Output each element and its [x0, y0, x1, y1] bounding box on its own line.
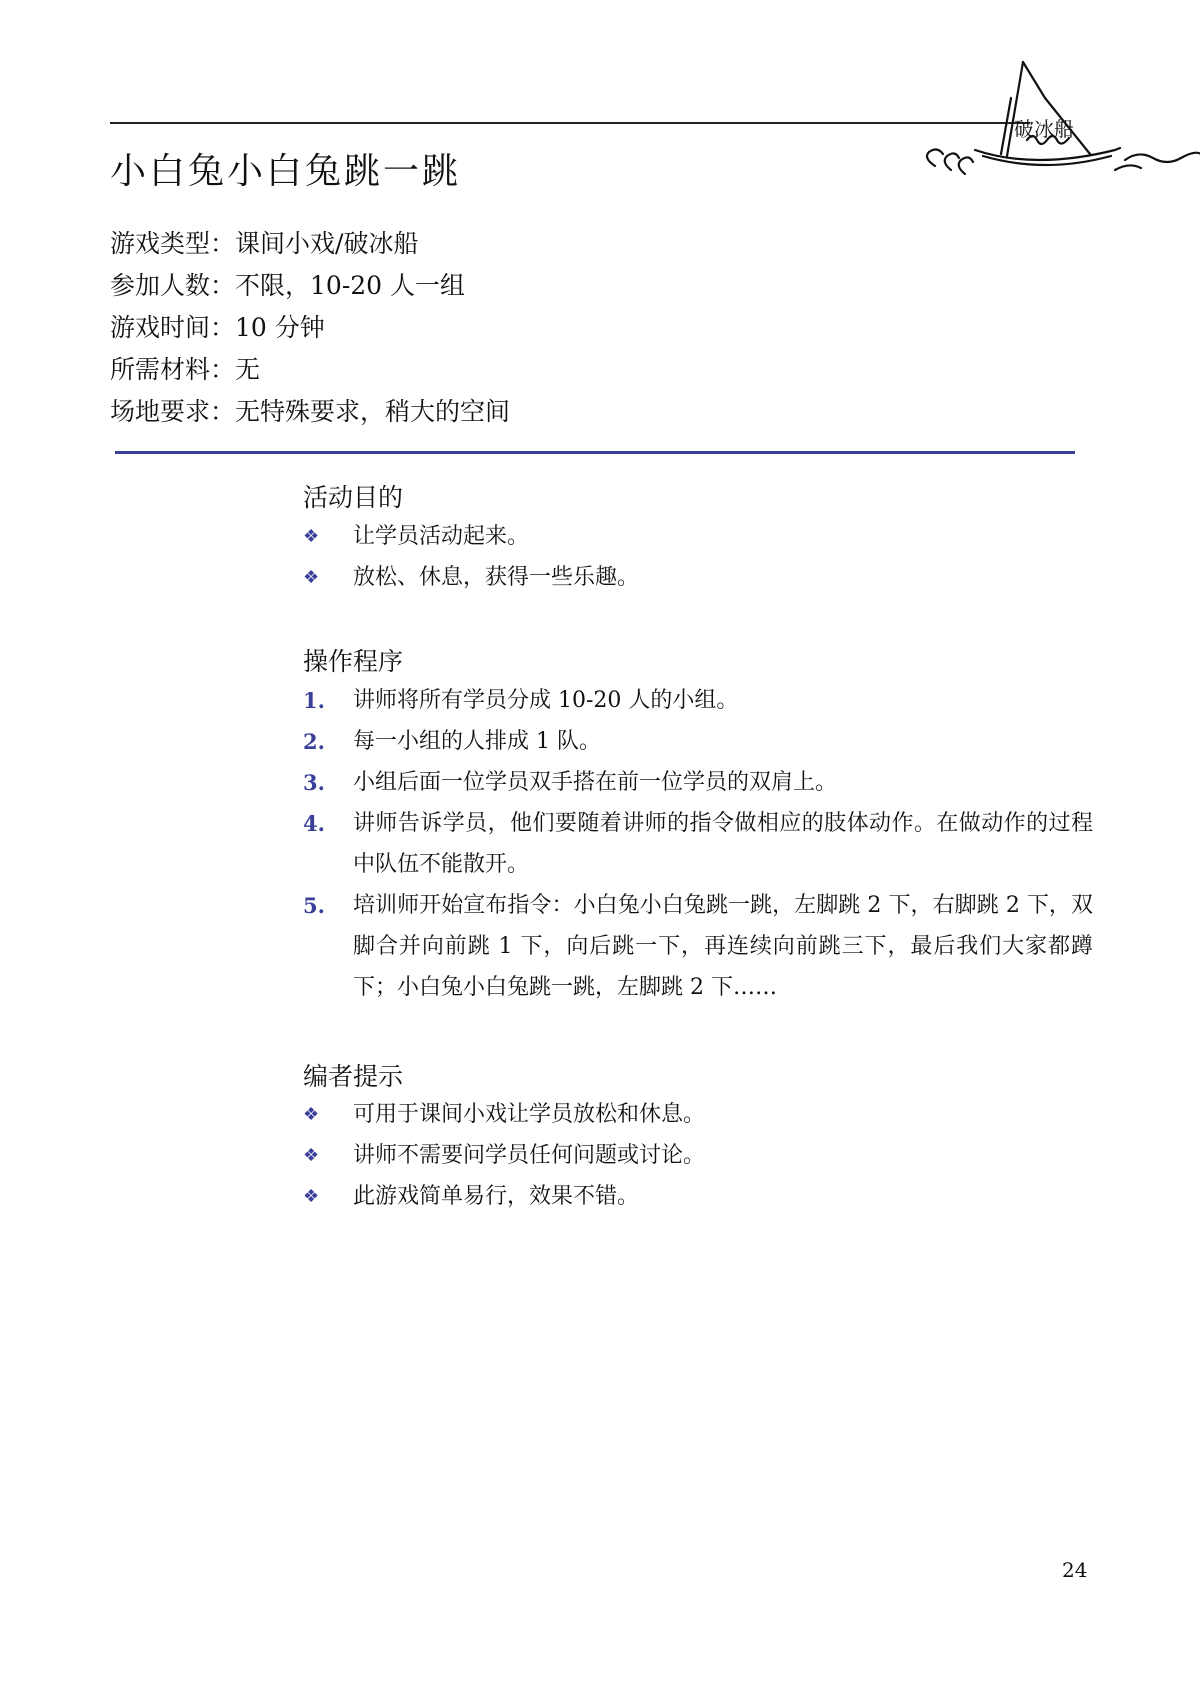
list-item-text: 小组后面一位学员双手搭在前一位学员的双肩上。	[353, 770, 838, 795]
list-item-text: 让学员活动起来。	[353, 524, 530, 549]
list-item	[303, 1135, 1093, 1176]
step-number: 2.	[303, 729, 325, 754]
info-label: 场地要求：	[110, 397, 236, 426]
list-item	[303, 721, 1093, 762]
step-number: 5.	[303, 893, 325, 918]
info-value: 无	[235, 355, 261, 384]
list-item-text: 每一小组的人排成 1 队。	[353, 729, 601, 754]
info-label: 所需材料：	[110, 355, 236, 384]
list-item	[303, 680, 1093, 721]
info-value: 课间小戏/破冰船	[235, 229, 419, 258]
list-item	[303, 557, 1093, 598]
objective-list	[303, 516, 1093, 598]
header-rule	[110, 122, 1030, 124]
list-item-text: 讲师不需要问学员任何问题或讨论。	[353, 1143, 706, 1168]
section-divider	[115, 451, 1075, 454]
list-item	[303, 516, 1093, 557]
tips-list	[303, 1094, 1093, 1217]
info-row-venue	[110, 391, 510, 433]
info-value: 10 分钟	[235, 313, 325, 342]
info-label: 游戏类型：	[110, 229, 236, 258]
diamond-bullet-icon: ❖	[303, 1104, 320, 1125]
procedure-heading: 操作程序	[303, 647, 404, 676]
list-item-text: 此游戏简单易行，效果不错。	[353, 1184, 640, 1209]
info-label: 游戏时间：	[110, 313, 236, 342]
diamond-bullet-icon: ❖	[303, 1145, 320, 1166]
step-number: 1.	[303, 688, 325, 713]
procedure-list	[303, 680, 1093, 1008]
step-number: 3.	[303, 770, 325, 795]
list-item	[303, 885, 1093, 1008]
info-row-type	[110, 223, 510, 265]
info-row-participants	[110, 265, 510, 307]
list-item	[303, 1094, 1093, 1135]
info-row-materials	[110, 349, 510, 391]
game-info	[110, 223, 510, 433]
step-number: 4.	[303, 811, 325, 836]
diamond-bullet-icon: ❖	[303, 567, 320, 588]
list-item-text: 放松、休息，获得一些乐趣。	[353, 565, 640, 590]
list-item	[303, 803, 1093, 885]
info-value: 不限，10-20 人一组	[235, 271, 466, 300]
diamond-bullet-icon: ❖	[303, 1186, 320, 1207]
tips-heading: 编者提示	[303, 1062, 404, 1091]
objective-heading: 活动目的	[303, 483, 404, 512]
logo-text: 破冰船	[1014, 117, 1074, 141]
page-number: 24	[1062, 1558, 1088, 1582]
info-label: 参加人数：	[110, 271, 236, 300]
list-item-text: 培训师开始宣布指令：小白兔小白兔跳一跳，左脚跳 2 下，右脚跳 2 下，双脚合并向前跳 1 下，向后跳一下，再连续向前跳三下，最后我们大家都蹲下；小白兔小白兔跳一跳，左脚跳 2 下……	[353, 893, 1093, 1000]
list-item	[303, 762, 1093, 803]
info-value: 无特殊要求，稍大的空间	[235, 397, 511, 426]
list-item-text: 讲师将所有学员分成 10-20 人的小组。	[353, 688, 739, 713]
list-item	[303, 1176, 1093, 1217]
diamond-bullet-icon: ❖	[303, 526, 320, 547]
info-row-time	[110, 307, 510, 349]
page-title: 小白兔小白兔跳一跳	[110, 151, 462, 192]
list-item-text: 讲师告诉学员，他们要随着讲师的指令做相应的肢体动作。在做动作的过程中队伍不能散开。	[353, 811, 1093, 877]
list-item-text: 可用于课间小戏让学员放松和休息。	[353, 1102, 706, 1127]
